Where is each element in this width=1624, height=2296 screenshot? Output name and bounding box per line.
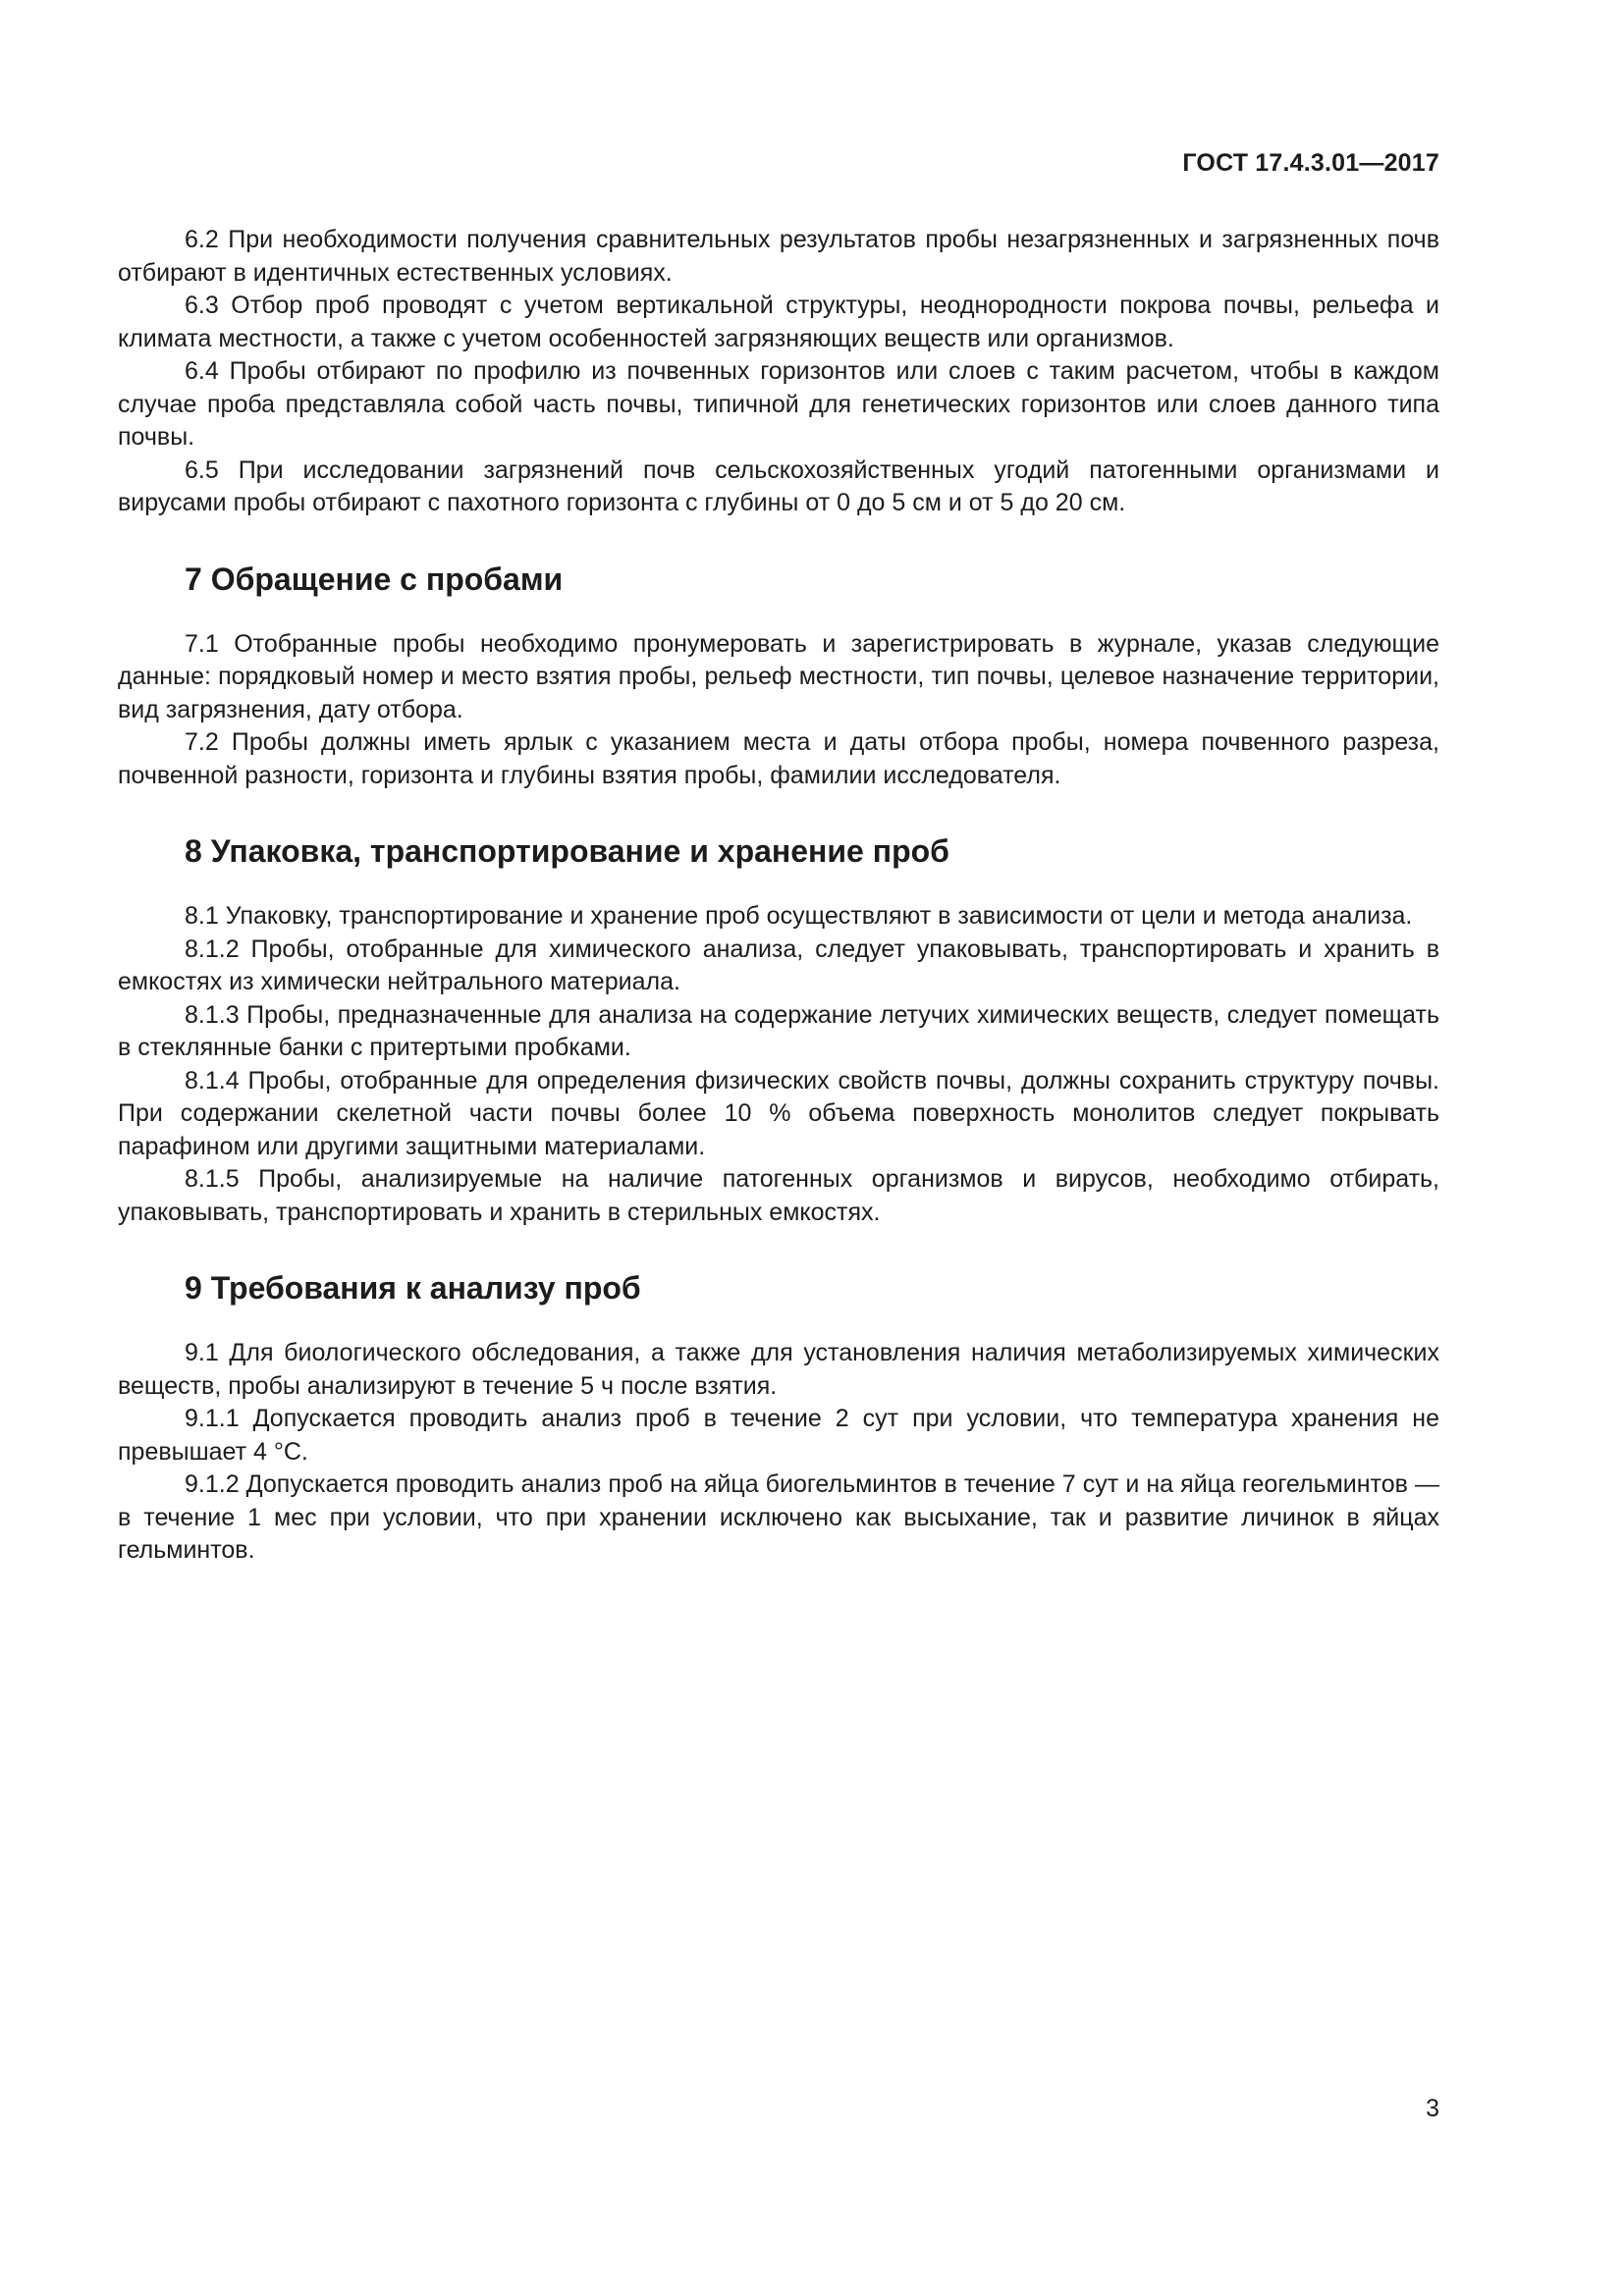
section-8-title: 8 Упаковка, транспортирование и хранение проб xyxy=(185,833,949,869)
paragraph-6-4: 6.4 Пробы отбирают по профилю из почвенных горизонтов или слоев с таким расчетом, чтобы в каждом случае проба представляла собой часть почвы, типичной для генетических горизонтов или слоев данного типа почвы. xyxy=(118,357,1439,451)
paragraph-6-3: 6.3 Отбор проб проводят с учетом вертикальной структуры, неоднородности покрова почвы, рельефа и климата местности, а также с учетом особенностей загрязняющих веществ или организмов. xyxy=(118,292,1439,352)
paragraph-9-1: 9.1 Для биологического обследования, а также для установления наличия метаболизируемых химических веществ, пробы анализируют в течение 5 ч после взятия. xyxy=(118,1339,1439,1400)
section-7-title: 7 Обращение с пробами xyxy=(185,561,564,597)
paragraph-6-2: 6.2 При необходимости получения сравнительных результатов пробы незагрязненных и загрязненных почв отбирают в идентичных естественных условиях. xyxy=(118,226,1439,287)
paragraph-9-1-2: 9.1.2 Допускается проводить анализ проб на яйца биогельминтов в течение 7 сут и на яйца геогельминтов — в течение 1 мес при условии, что при хранении исключено как высыхание, так и развитие личинок в яйцах гельминтов. xyxy=(118,1470,1439,1564)
page-content xyxy=(118,224,1439,1568)
paragraph-8-1-2: 8.1.2 Пробы, отобранные для химического анализа, следует упаковывать, транспортировать и хранить в емкостях из химически нейтрального материала. xyxy=(118,934,1439,995)
section-6-continued xyxy=(118,224,1439,520)
paragraph-8-1-5: 8.1.5 Пробы, анализируемые на наличие патогенных организмов и вирусов, необходимо отбирать, упаковывать, транспортировать и хранить в стерильных емкостях. xyxy=(118,1165,1439,1226)
paragraph-7-2: 7.2 Пробы должны иметь ярлык с указанием места и даты отбора пробы, номера почвенного разреза, почвенной разности, горизонта и глубины взятия пробы, фамилии исследователя. xyxy=(118,728,1439,789)
section-9-title: 9 Требования к анализу проб xyxy=(185,1270,641,1306)
page-number: 3 xyxy=(1426,2095,1439,2122)
section-9 xyxy=(118,1268,1439,1568)
paragraph-9-1-1: 9.1.1 Допускается проводить анализ проб в течение 2 сут при условии, что температура хранения не превышает 4 °С. xyxy=(118,1405,1439,1466)
document-id-header: ГОСТ 17.4.3.01—2017 xyxy=(1182,149,1439,177)
paragraph-7-1: 7.1 Отобранные пробы необходимо пронумеровать и зарегистрировать в журнале, указав следующие данные: порядковый номер и место взятия пробы, рельеф местности, тип почвы, целевое назначение территории, вид загрязнения, дату отбора. xyxy=(118,629,1439,723)
paragraph-6-5: 6.5 При исследовании загрязнений почв сельскохозяйственных угодий патогенными организмами и вирусами пробы отбирают с пахотного горизонта с глубины от 0 до 5 см и от 5 до 20 см. xyxy=(118,455,1439,516)
section-7 xyxy=(118,560,1439,793)
paragraph-8-1: 8.1 Упаковку, транспортирование и хранение проб осуществляют в зависимости от цели и метода анализа. xyxy=(185,902,1413,930)
paragraph-8-1-4: 8.1.4 Пробы, отобранные для определения физических свойств почвы, должны сохранить структуру почвы. При содержании скелетной части почвы более 10 % объема поверхность монолитов следует покрывать парафином или другими защитными материалами. xyxy=(118,1066,1439,1160)
paragraph-8-1-3: 8.1.3 Пробы, предназначенные для анализа на содержание летучих химических веществ, следует помещать в стеклянные банки с притертыми пробками. xyxy=(118,1000,1439,1061)
section-8 xyxy=(118,831,1439,1229)
